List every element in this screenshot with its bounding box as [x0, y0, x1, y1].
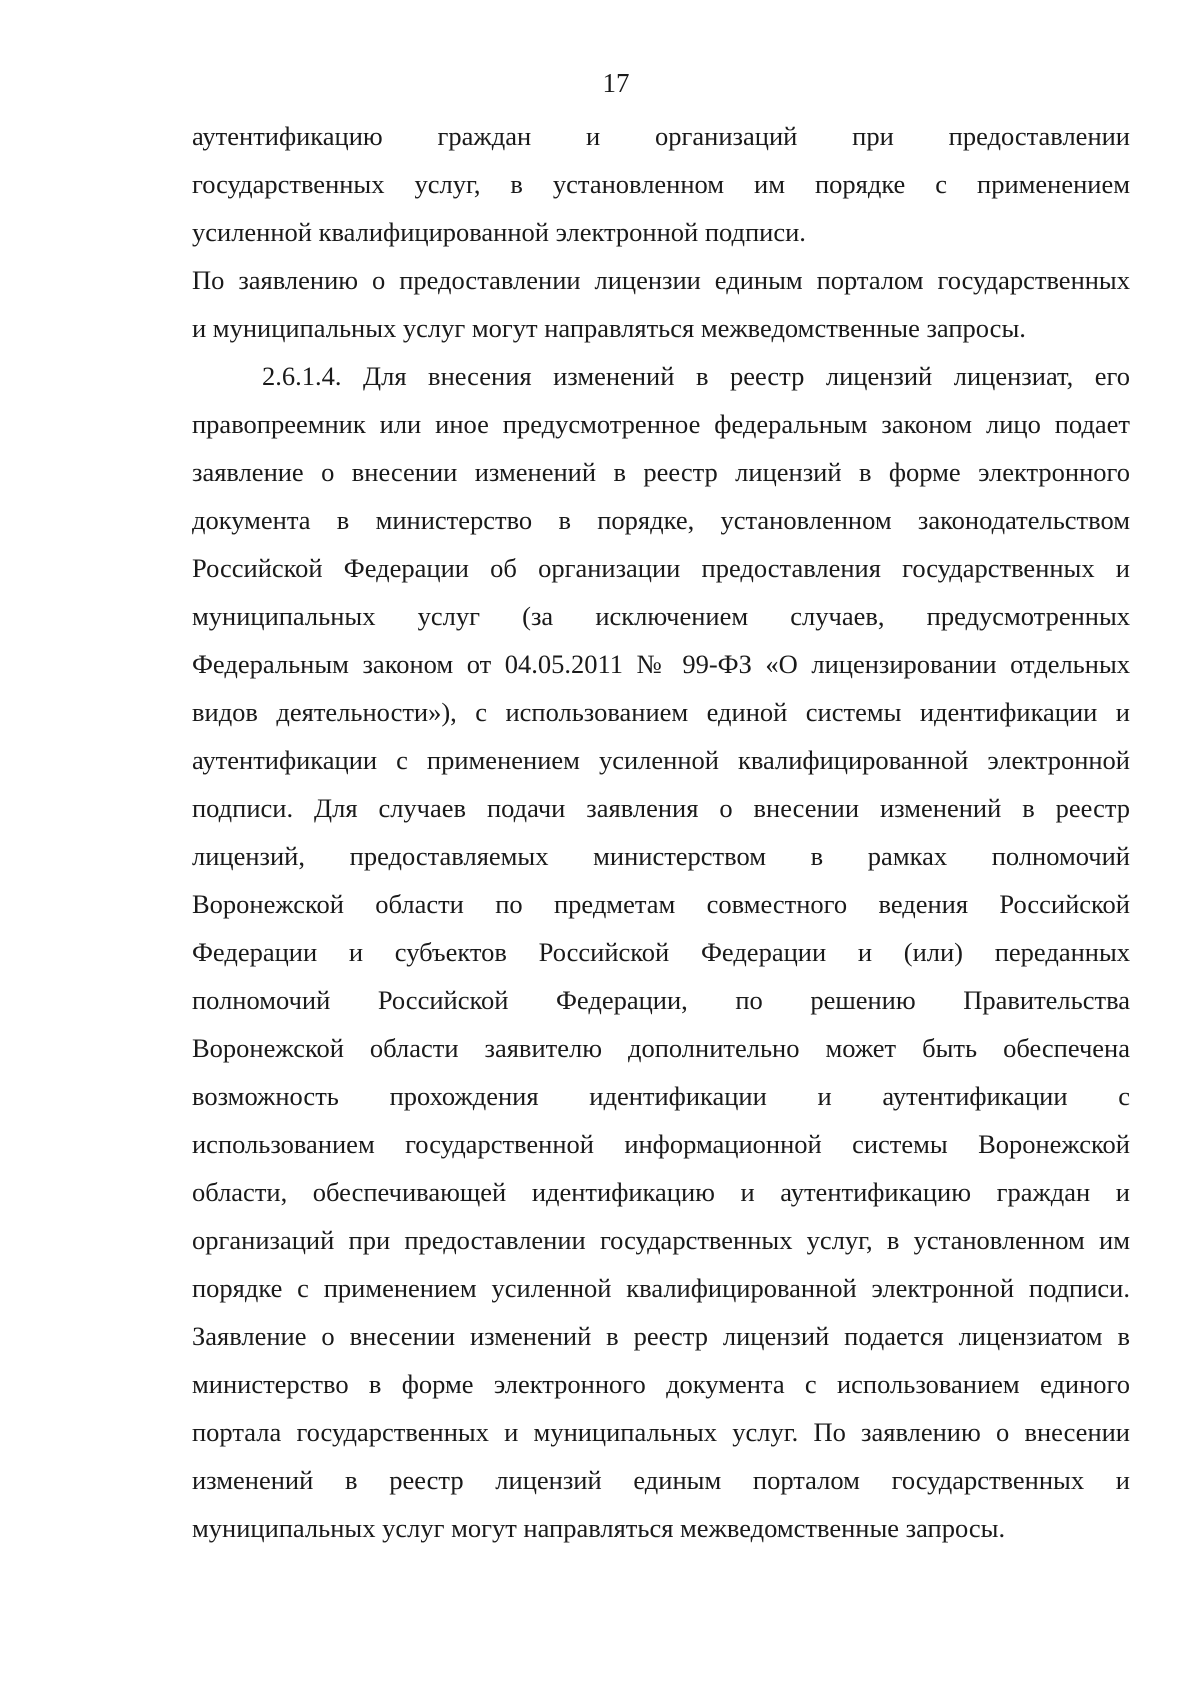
text-line: подписи. Для случаев подачи заявления о внесении изменений в реестр	[192, 793, 1130, 823]
text-line: изменений в реестр лицензий единым порталом государственных и	[192, 1465, 1130, 1495]
document-body	[192, 112, 1130, 1552]
text-line: заявление о внесении изменений в реестр лицензий в форме электронного	[192, 457, 1130, 487]
paragraph	[192, 352, 1130, 1552]
text-line: министерство в форме электронного документа с использованием единого	[192, 1369, 1130, 1399]
text-line: возможность прохождения идентификации и аутентификации с	[192, 1081, 1130, 1111]
text-line: аутентификации с применением усиленной квалифицированной электронной	[192, 745, 1130, 775]
paragraph	[192, 112, 1130, 256]
text-line: Воронежской области заявителю дополнительно может быть обеспечена	[192, 1033, 1130, 1063]
paragraph	[192, 256, 1130, 352]
text-line: Воронежской области по предметам совместного ведения Российской	[192, 889, 1130, 919]
text-line: муниципальных услуг (за исключением случаев, предусмотренных	[192, 601, 1130, 631]
text-line: аутентификацию граждан и организаций при предоставлении	[192, 121, 1130, 151]
text-line: использованием государственной информационной системы Воронежской	[192, 1129, 1130, 1159]
text-line: порядке с применением усиленной квалифицированной электронной подписи.	[192, 1273, 1130, 1303]
text-line: Российской Федерации об организации предоставления государственных и	[192, 553, 1130, 583]
text-line: государственных услуг, в установленном им порядке с применением	[192, 169, 1130, 199]
text-line: видов деятельности»), с использованием единой системы идентификации и	[192, 697, 1130, 727]
text-line: и муниципальных услуг могут направляться межведомственные запросы.	[192, 313, 1026, 343]
text-line: По заявлению о предоставлении лицензии единым порталом государственных	[192, 265, 1130, 295]
page-number: 17	[602, 68, 630, 98]
text-line: документа в министерство в порядке, установленном законодательством	[192, 505, 1130, 535]
text-line: 2.6.1.4. Для внесения изменений в реестр лицензий лицензиат, его	[262, 361, 1130, 391]
text-line: организаций при предоставлении государственных услуг, в установленном им	[192, 1225, 1130, 1255]
text-line: лицензий, предоставляемых министерством в рамках полномочий	[192, 841, 1130, 871]
text-line: Заявление о внесении изменений в реестр лицензий подается лицензиатом в	[192, 1321, 1130, 1351]
text-line: Федерации и субъектов Российской Федерации и (или) переданных	[192, 937, 1130, 967]
text-line: области, обеспечивающей идентификацию и аутентификацию граждан и	[192, 1177, 1130, 1207]
text-line: Федеральным законом от 04.05.2011 № 99-ФЗ «О лицензировании отдельных	[192, 649, 1130, 679]
text-line: муниципальных услуг могут направляться межведомственные запросы.	[192, 1513, 1006, 1543]
text-line: усиленной квалифицированной электронной подписи.	[192, 217, 806, 247]
text-line: правопреемник или иное предусмотренное федеральным законом лицо подает	[192, 409, 1130, 439]
text-line: полномочий Российской Федерации, по решению Правительства	[192, 985, 1130, 1015]
text-line: портала государственных и муниципальных услуг. По заявлению о внесении	[192, 1417, 1130, 1447]
